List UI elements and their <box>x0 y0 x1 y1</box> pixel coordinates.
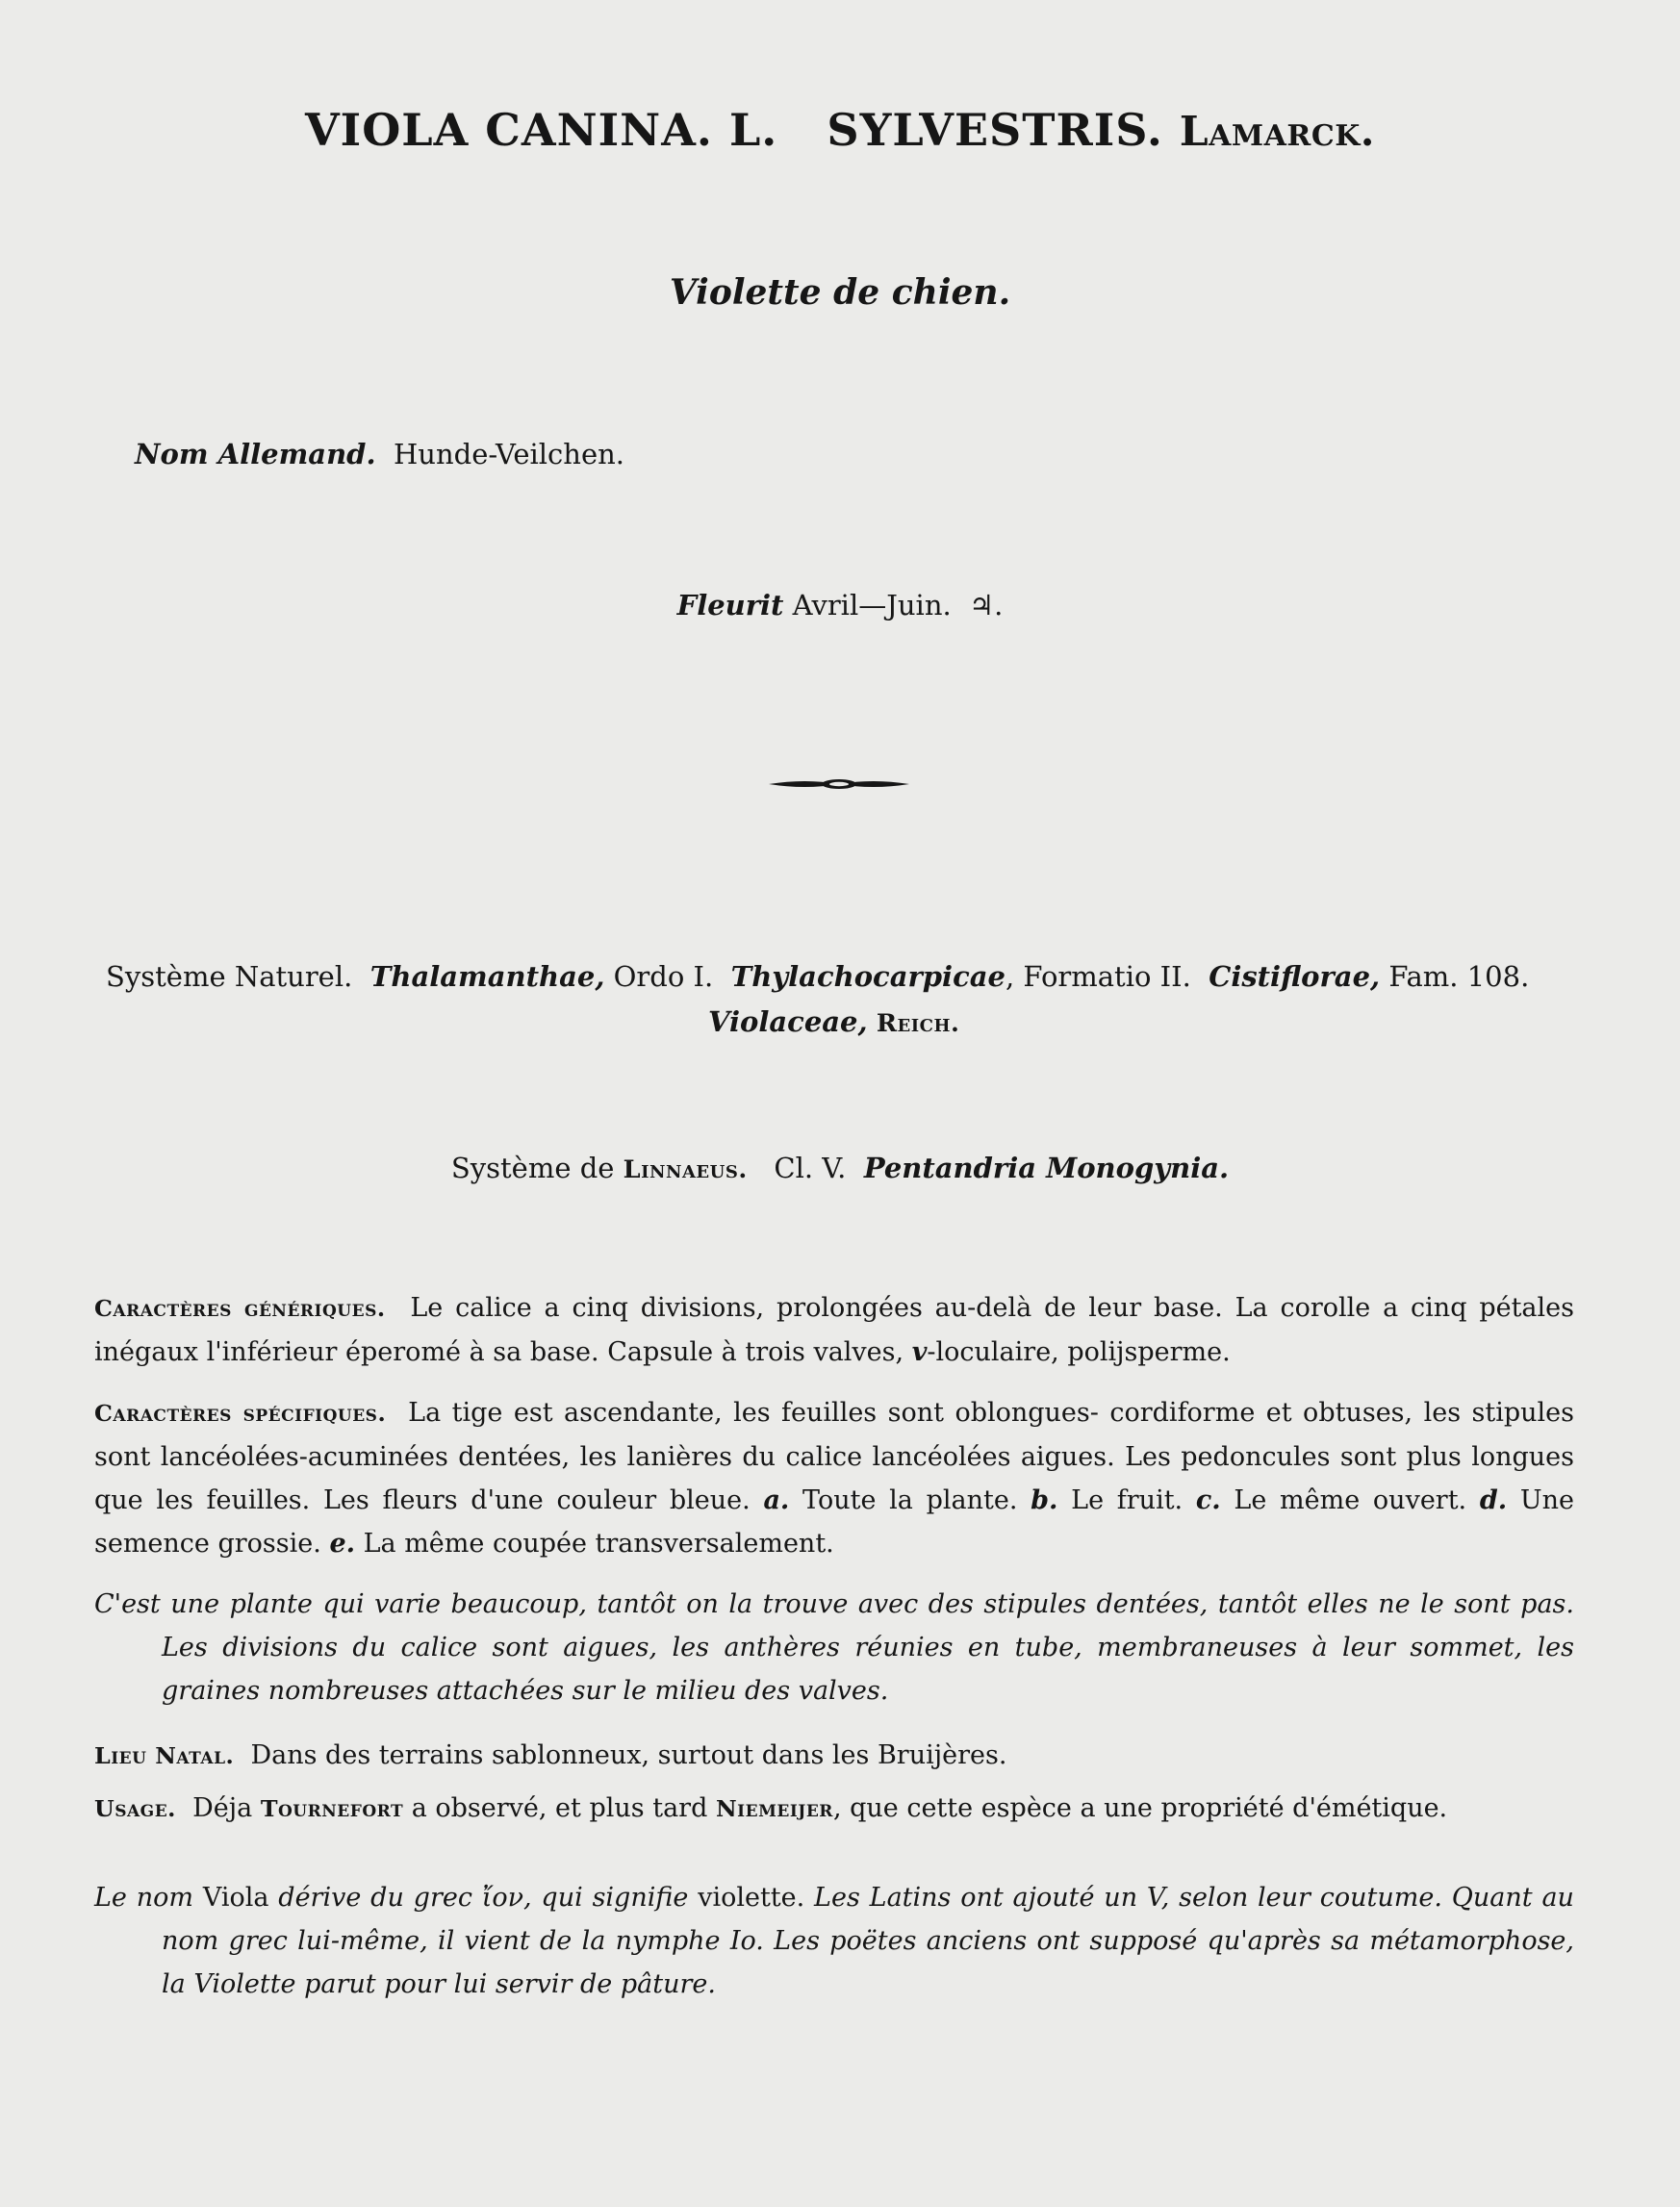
systeme-naturel-label: Système Naturel. <box>106 960 353 993</box>
flowering-period <box>0 589 1680 622</box>
systeme-naturel <box>106 960 1529 993</box>
usage-text-3: , que cette espèce a une propriété d'émétique. <box>832 1793 1448 1823</box>
linnaeus-value: Pentandria Monogynia. <box>863 1152 1230 1184</box>
etymology-text-3: Les Latins ont ajouté un V, selon leur coutume. Quant au nom grec lui-même, il vient de la nymphe Io. Les poëtes anciens ont supposé qu'après sa métamorphose, la Violette parut pour lui servir de pâture. <box>162 1883 1574 1999</box>
viola-word: Viola <box>202 1883 269 1913</box>
ornament-divider-icon <box>767 774 911 795</box>
formatio: , Formatio II. <box>1005 960 1191 993</box>
usage <box>94 1787 1574 1831</box>
usage-text-2: a observé, et plus tard <box>411 1793 708 1823</box>
flowering-value: Avril—Juin. <box>792 589 952 622</box>
figure-a-text: Toute la plante. <box>789 1485 1031 1515</box>
figure-d-text: Une semence grossie. <box>94 1485 1574 1559</box>
usage-label: Usage. <box>94 1795 176 1822</box>
etymology-text-1: Le nom <box>94 1883 193 1913</box>
german-name-value: Hunde-Veilchen. <box>394 438 625 470</box>
figure-e-text: La même coupée transversalement. <box>355 1529 834 1559</box>
flowering-label: Fleurit <box>676 589 784 622</box>
systeme-linnaeus <box>0 1152 1680 1184</box>
generic-characters-text: Le calice a cinq divisions, prolongées au-delà de leur base. La corolle a cinq pétales inégaux l'inférieur éperomé à sa base. Capsule à trois valves, <box>94 1293 1575 1367</box>
cistiflorae: Cistiflorae, <box>1209 960 1381 993</box>
generic-characters <box>94 1286 1574 1374</box>
generic-characters-label: Caractères génériques. <box>94 1295 386 1322</box>
specific-characters <box>94 1391 1574 1565</box>
family-number: Fam. 108. <box>1388 960 1530 993</box>
usage-text-1: Déja <box>192 1793 253 1823</box>
ordo: Ordo I. <box>613 960 714 993</box>
etymology-note <box>94 1876 1574 2006</box>
violette-word: violette. <box>698 1883 805 1913</box>
group-name: Thalamanthae, <box>369 960 605 993</box>
generic-characters-end: -loculaire, polijsperme. <box>927 1337 1231 1367</box>
species-name: VIOLA CANINA. L. <box>304 104 778 156</box>
linnaeus-class: Cl. V. <box>774 1152 847 1184</box>
perennial-symbol: ♃. <box>969 589 1004 622</box>
native-habitat-label: Lieu Natal. <box>94 1742 235 1769</box>
figure-b-text: Le fruit. <box>1057 1485 1196 1515</box>
german-name-label: Nom Allemand. <box>135 438 376 470</box>
family-name: Violaceae, <box>708 1005 868 1038</box>
figure-c: c. <box>1195 1485 1221 1515</box>
reich-author: Reich. <box>876 1009 960 1038</box>
subgroup-name: Thylachocarpicae <box>730 960 1005 993</box>
figure-e: e. <box>329 1529 356 1559</box>
linnaeus-name: Linnaeus. <box>623 1155 748 1184</box>
native-habitat <box>94 1734 1574 1778</box>
species-synonym: SYLVESTRIS. <box>827 104 1163 156</box>
german-name <box>135 438 624 470</box>
page-title <box>0 104 1680 156</box>
figure-c-text: Le même ouvert. <box>1220 1485 1480 1515</box>
variation-note: C'est une plante qui varie beaucoup, tantôt on la trouve avec des stipules dentées, tantôt elles ne le sont pas. Les divisions du calice sont aigues, les anthères réunies en tube, membraneuses à leur sommet, les graines nombreuses attachées sur le milieu des valves. <box>94 1589 1574 1706</box>
niemeijer-name: Niemeijer <box>715 1795 833 1822</box>
common-name: Violette de chien. <box>669 272 1011 313</box>
native-habitat-text: Dans des terrains sablonneux, surtout dans les Bruijères. <box>250 1740 1007 1770</box>
generic-v: v <box>911 1337 928 1367</box>
figure-a: a. <box>763 1485 790 1515</box>
figure-b: b. <box>1031 1485 1058 1515</box>
tournefort-name: Tournefort <box>260 1795 404 1822</box>
linnaeus-label: Système de <box>450 1152 615 1184</box>
etymology-text-2: dérive du grec ἴον, qui signifie <box>278 1883 689 1913</box>
systeme-naturel-family <box>708 1005 959 1038</box>
species-author: Lamarck. <box>1179 107 1376 155</box>
specific-characters-label: Caractères spécifiques. <box>94 1400 387 1427</box>
specific-characters-text: La tige est ascendante, les feuilles sont oblongues- cordiforme et obtuses, les stipules sont lancéolées-acuminées dentées, les lanières du calice lancéolées aigues. Les pedoncules sont plus longues que les feuilles. Les fleurs d'une couleur bleue. <box>94 1398 1575 1515</box>
figure-d: d. <box>1479 1485 1508 1515</box>
